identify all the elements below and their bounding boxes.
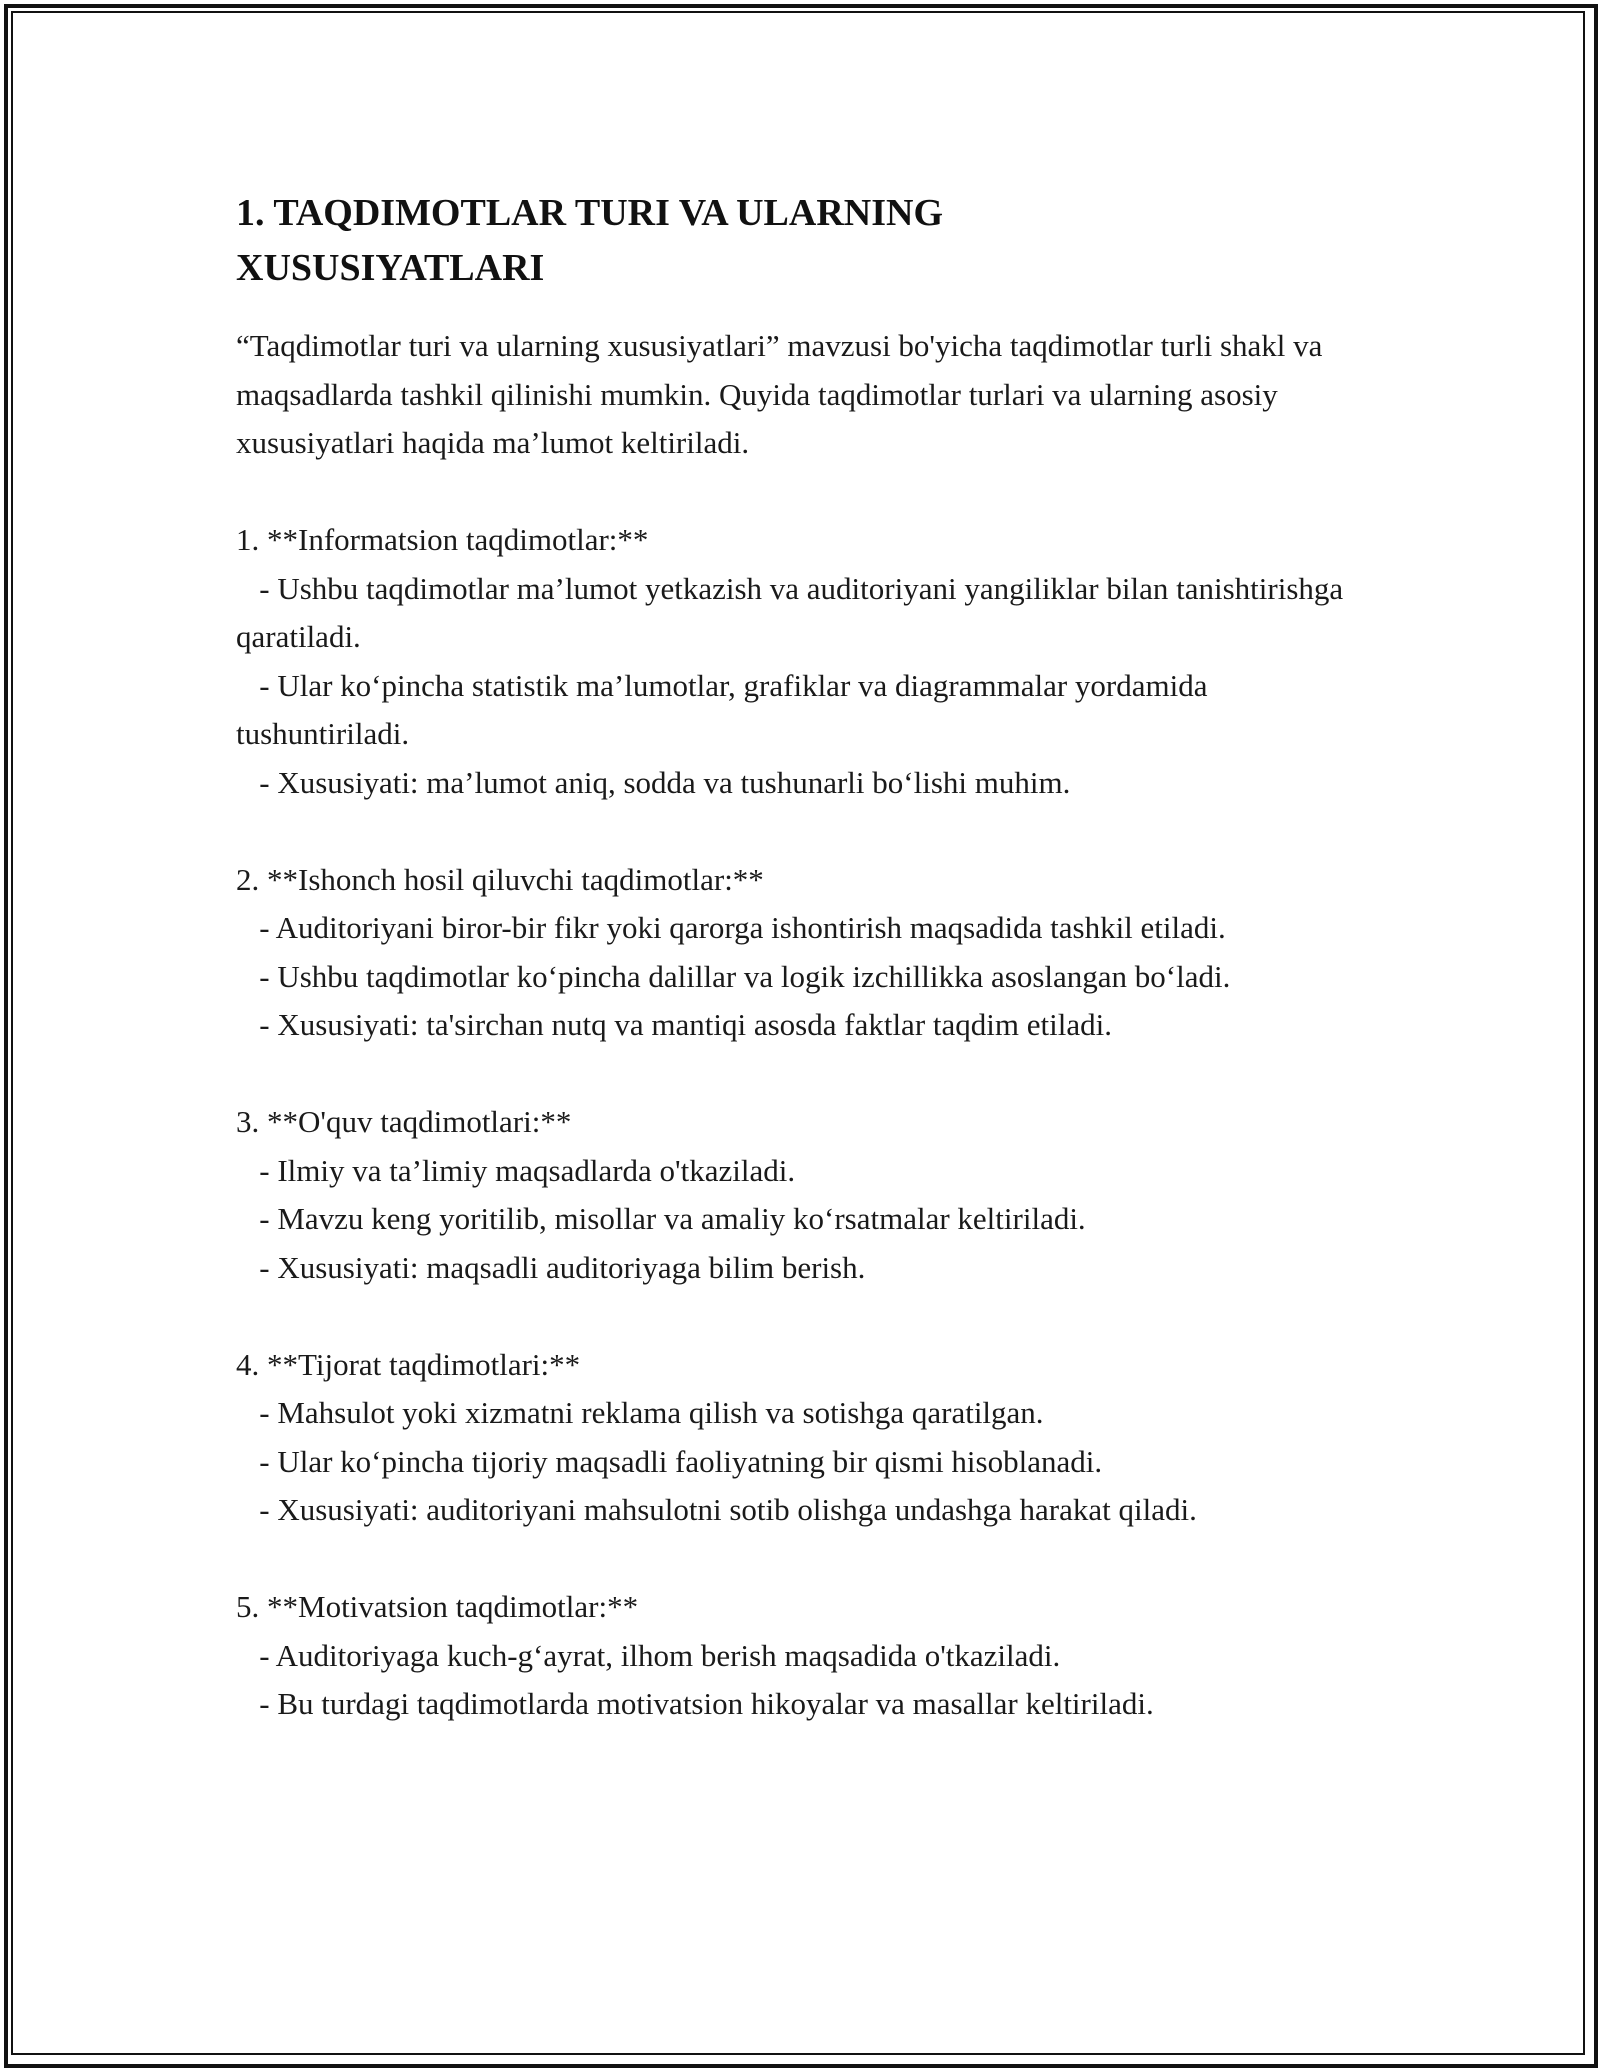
bullet-item: - Auditoriyani biror-bir fikr yoki qarorga ishontirish maqsadida tashkil etiladi. [236,910,1226,945]
bullet-item: - Xususiyati: maqsadli auditoriyaga bilim berish. [236,1249,866,1285]
section-motivatsion [236,1583,1366,1729]
bullet-item: - Xususiyati: ma’lumot aniq, sodda va tushunarli bo‘lishi muhim. [236,764,1071,800]
section-heading: 3. **O'quv taqdimotlari:** [236,1104,572,1139]
section-tijorat [236,1341,1366,1535]
bullet-item: - Ular ko‘pincha tijoriy maqsadli faoliyatning bir qismi hisoblanadi. [236,1443,1103,1479]
bullet-item: - Mahsulot yoki xizmatni reklama qilish va sotishga qaratilgan. [236,1395,1044,1430]
bullet-item: - Auditoriyaga kuch-g‘ayrat, ilhom berish maqsadida o'tkaziladi. [236,1637,1061,1673]
bullet-item: - Xususiyati: ta'sirchan nutq va mantiqi asosda faktlar taqdim etiladi. [236,1007,1112,1042]
bullet-item: - Ushbu taqdimotlar ko‘pincha dalillar va logik izchillikka asoslangan bo‘ladi. [236,958,1231,994]
bullet-item: - Mavzu keng yoritilib, misollar va amaliy ko‘rsatmalar keltiriladi. [236,1201,1086,1236]
section-heading: 1. **Informatsion taqdimotlar:** [236,522,649,557]
bullet-item: - Ilmiy va ta’limiy maqsadlarda o'tkaziladi. [236,1152,796,1188]
document-page [236,186,1366,1729]
intro-paragraph: “Taqdimotlar turi va ularning xususiyatlari” mavzusi bo'yicha taqdimotlar turli shakl va maqsadlarda tashkil qilinishi mumkin. Quyida taqdimotlar turlari va ularning asosiy xususiyatlari haqida ma’lumot keltiriladi. [236,328,1323,460]
bullet-item: - Ushbu taqdimotlar ma’lumot yetkazish va auditoriyani yangiliklar bilan tanishtirishga qaratiladi. [236,570,1351,654]
section-ishonch [236,856,1366,1050]
section-heading: 5. **Motivatsion taqdimotlar:** [236,1589,639,1624]
section-heading: 4. **Tijorat taqdimotlari:** [236,1346,581,1382]
section-informatsion [236,516,1366,807]
bullet-item: - Xususiyati: auditoriyani mahsulotni sotib olishga undashga harakat qiladi. [236,1492,1197,1527]
section-oquv [236,1098,1366,1292]
document-title: 1. TAQDIMOTLAR TURI VA ULARNING XUSUSIYATLARI [236,192,944,289]
bullet-item: - Ular ko‘pincha statistik ma’lumotlar, grafiklar va diagrammalar yordamida tushuntiriladi. [236,667,1216,751]
bullet-item: - Bu turdagi taqdimotlarda motivatsion hikoyalar va masallar keltiriladi. [236,1686,1154,1721]
section-heading: 2. **Ishonch hosil qiluvchi taqdimotlar:** [236,861,764,897]
